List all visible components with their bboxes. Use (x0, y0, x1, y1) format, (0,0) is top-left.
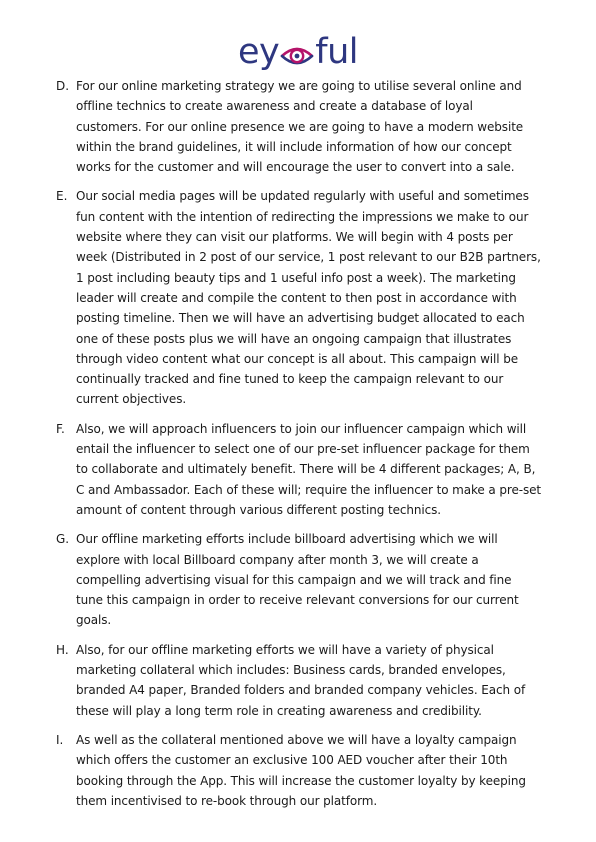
logo-text-suffix: ful (315, 32, 358, 72)
list-item-e (56, 186, 542, 409)
list-item-g (56, 529, 542, 630)
list-marker: E. (56, 189, 68, 204)
list-item-text: Also, for our offline marketing efforts we will have a variety of physical marketing collateral which includes: Business cards, branded envelopes, branded A4 paper, Branded folders and branded company vehicles. Each of these will play a long term role in creating awareness and credibility. (76, 642, 526, 718)
list-item-text: Our social media pages will be updated regularly with useful and sometimes fun content with the intention of redirecting the impressions we make to our website where they can visit our platforms. We will begin with 4 posts per week (Distributed in 2 post of our service, 1 post relevant to our B2B partners, 1 post including beauty tips and 1 useful info post a week). The marketing leader will create and compile the content to then post in accordance with posting timeline. Then we will have an advertising budget allocated to each one of these posts plus we will have an ongoing campaign that illustrates through video content what our concept is all about. This campaign will be continually tracked and fine tuned to keep the campaign relevant to our current objectives. (76, 189, 541, 407)
eye-icon (280, 44, 314, 68)
logo-text-prefix: ey (238, 32, 280, 72)
list-item-h (56, 640, 542, 721)
list-marker: F. (56, 421, 65, 436)
list-item-text: As well as the collateral mentioned above we will have a loyalty campaign which offers the customer an exclusive 100 AED voucher after their 10th booking through the App. This will increase the customer loyalty by keeping them incentivised to re-book through our platform. (76, 732, 526, 808)
list-marker: G. (56, 532, 70, 547)
list-item-text: Also, we will approach influencers to join our influencer campaign which will entail the influencer to select one of our pre-set influencer package for them to collaborate and ultimately benefit. There will be 4 different packages; A, B, C and Ambassador. Each of these will; require the influencer to make a pre-set amount of content through various different posting technics. (76, 421, 542, 517)
list-item-text: Our offline marketing efforts include billboard advertising which we will explore with local Billboard company after month 3, we will create a compelling advertising visual for this campaign and we will track and fine tune this campaign in order to receive relevant conversions for our current goals. (76, 532, 519, 628)
brand-logo (0, 32, 596, 72)
list-item-f (56, 419, 542, 520)
list-item-text: For our online marketing strategy we are going to utilise several online and offline technics to create awareness and create a database of loyal customers. For our online presence we are going to have a modern website within the brand guidelines, it will include information of how our concept works for the customer and will encourage the user to convert into a sale. (76, 79, 524, 175)
list-marker: H. (56, 642, 69, 657)
list-marker: I. (56, 732, 64, 747)
list-item-i (56, 730, 542, 811)
document-body (56, 76, 542, 820)
list-item-d (56, 76, 542, 177)
list-marker: D. (56, 79, 70, 93)
